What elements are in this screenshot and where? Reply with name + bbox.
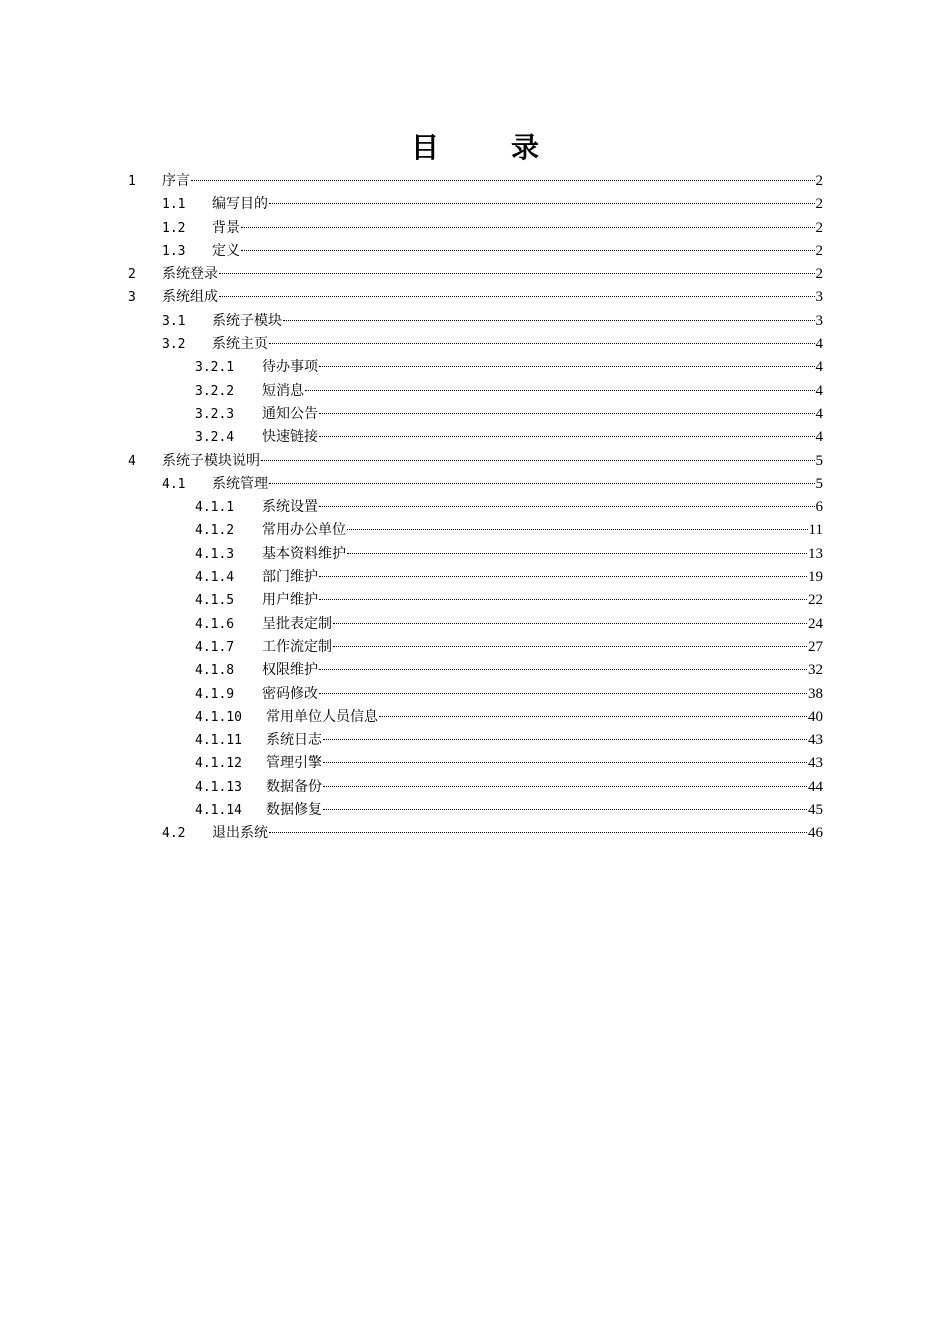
toc-entry-line — [212, 822, 823, 845]
toc-entry[interactable] — [0, 356, 950, 379]
toc-dot-leader — [347, 528, 808, 530]
toc-entry-number: 1.3 — [162, 243, 186, 259]
toc-entry-title: 背景 — [212, 219, 240, 236]
toc-entry[interactable] — [0, 519, 950, 542]
toc-entry-page: 4 — [815, 336, 823, 353]
toc-entry-number: 1 — [128, 174, 136, 189]
toc-entry-number: 4.1.6 — [195, 616, 235, 632]
toc-entry-line — [162, 170, 823, 193]
toc-entry-number: 1.1 — [162, 197, 186, 213]
toc-entry-number: 4.2 — [162, 826, 186, 842]
toc-entry-number: 4.1.11 — [195, 733, 242, 749]
toc-entry[interactable] — [0, 799, 950, 822]
toc-entry[interactable] — [0, 310, 950, 333]
toc-entry-page: 6 — [815, 499, 823, 516]
toc-entry-title: 管理引擎 — [266, 755, 322, 772]
toc-dot-leader — [319, 435, 815, 437]
toc-entry-page: 5 — [815, 475, 823, 492]
toc-entry-page: 24 — [808, 615, 823, 632]
toc-entry-line — [262, 636, 823, 659]
toc-dot-leader — [305, 389, 815, 391]
toc-dot-leader — [319, 412, 815, 414]
toc-entry-number: 4.1.13 — [195, 779, 242, 795]
toc-dot-leader — [323, 738, 807, 740]
toc-entry[interactable] — [0, 566, 950, 589]
toc-entry-number: 4.1.7 — [195, 639, 235, 655]
toc-entry-page: 44 — [808, 778, 823, 795]
toc-entry-line — [262, 566, 823, 589]
toc-entry-line — [266, 752, 823, 775]
toc-entry-page: 2 — [815, 173, 823, 189]
toc-entry-line — [266, 706, 823, 729]
toc-entry[interactable] — [0, 473, 950, 496]
toc-dot-leader — [319, 505, 815, 507]
toc-entry[interactable] — [0, 706, 950, 729]
toc-entry-line — [262, 519, 823, 542]
toc-entry-title: 短消息 — [262, 382, 304, 399]
toc-entry[interactable] — [0, 496, 950, 519]
toc-entry-page: 2 — [815, 266, 823, 283]
toc-entry-page: 45 — [808, 802, 823, 819]
toc-entry-page: 22 — [808, 592, 823, 609]
toc-entry-line — [212, 310, 823, 333]
toc-entry[interactable] — [0, 286, 950, 309]
toc-dot-leader — [319, 668, 807, 670]
toc-entry-title: 通知公告 — [262, 405, 318, 422]
toc-entry[interactable] — [0, 240, 950, 263]
toc-entry[interactable] — [0, 403, 950, 426]
toc-entry[interactable] — [0, 776, 950, 799]
toc-dot-leader — [319, 575, 807, 577]
toc-entry-line — [266, 729, 823, 752]
toc-entry-page: 13 — [808, 545, 823, 562]
toc-entry-line — [266, 776, 823, 799]
toc-entry-page: 2 — [815, 219, 823, 236]
toc-entry-number: 3.2.4 — [195, 430, 235, 446]
toc-entry-title: 工作流定制 — [262, 638, 332, 655]
toc-entry[interactable] — [0, 659, 950, 682]
toc-entry-line — [162, 263, 823, 286]
toc-entry-title: 常用办公单位 — [262, 522, 346, 539]
toc-entry-title: 快速链接 — [262, 429, 318, 446]
toc-entry-line — [262, 426, 823, 449]
toc-entry-title: 退出系统 — [212, 825, 268, 842]
toc-dot-leader — [191, 179, 815, 181]
toc-entry-title: 系统组成 — [162, 289, 218, 306]
toc-entry-title: 呈批表定制 — [262, 615, 332, 632]
toc-entry-title: 系统子模块说明 — [162, 452, 260, 469]
toc-entry-line — [212, 217, 823, 240]
toc-entry-page: 4 — [815, 429, 823, 446]
toc-entry-page: 43 — [808, 732, 823, 749]
toc-entry-line — [262, 356, 823, 379]
toc-entry-page: 4 — [815, 359, 823, 376]
toc-entry-line — [262, 380, 823, 403]
toc-dot-leader — [323, 808, 807, 810]
toc-entry-title: 用户维护 — [262, 592, 318, 609]
toc-entry[interactable] — [0, 426, 950, 449]
toc-entry-number: 3.2.2 — [195, 383, 235, 399]
toc-entry-line — [262, 403, 823, 426]
toc-entry-line — [162, 450, 823, 473]
toc-entry-number: 2 — [128, 267, 136, 283]
toc-dot-leader — [319, 365, 815, 367]
toc-entry-page: 19 — [808, 569, 823, 586]
toc-entry-number: 4.1.2 — [195, 523, 235, 539]
toc-entry-title: 权限维护 — [262, 662, 318, 679]
toc-dot-leader — [269, 831, 807, 833]
toc-entry[interactable] — [0, 636, 950, 659]
toc-dot-leader — [219, 295, 815, 297]
toc-entry-page: 4 — [815, 382, 823, 399]
toc-dot-leader — [269, 202, 815, 204]
toc-dot-leader — [347, 552, 807, 554]
toc-entry-title: 数据备份 — [266, 778, 322, 795]
toc-entry-title: 数据修复 — [266, 802, 322, 819]
toc-dot-leader — [241, 226, 815, 228]
toc-entry-number: 3 — [128, 290, 136, 306]
toc-entry-number: 4.1.12 — [195, 756, 242, 772]
toc-dot-leader — [219, 272, 815, 274]
toc-entry[interactable] — [0, 822, 950, 845]
toc-dot-leader — [283, 319, 815, 321]
toc-entry-title: 系统日志 — [266, 732, 322, 749]
toc-entry[interactable] — [0, 217, 950, 240]
toc-entry-line — [262, 589, 823, 612]
toc-entry-number: 4.1.10 — [195, 709, 242, 725]
toc-entry-page: 2 — [815, 242, 823, 259]
toc-entry-title: 系统登录 — [162, 266, 218, 283]
toc-entry-page: 5 — [815, 452, 823, 469]
toc-dot-leader — [319, 598, 807, 600]
toc-entry-line — [212, 240, 823, 263]
toc-entry-line — [266, 799, 823, 822]
toc-entry-number: 4.1.4 — [195, 570, 235, 586]
toc-entry-number: 4.1 — [162, 476, 186, 492]
toc-entry[interactable] — [0, 683, 950, 706]
toc-entry-number: 1.2 — [162, 220, 186, 236]
toc-entry-page: 3 — [815, 289, 823, 306]
toc-entry-title: 常用单位人员信息 — [266, 708, 378, 725]
toc-entry-title: 基本资料维护 — [262, 545, 346, 562]
toc-entry-number: 4.1.5 — [195, 593, 235, 609]
toc-entry-number: 4.1.14 — [195, 803, 242, 819]
toc-entry-title: 部门维护 — [262, 569, 318, 586]
toc-entry-line — [262, 613, 823, 636]
toc-entry-number: 4 — [128, 453, 136, 469]
toc-entry-number: 3.2.3 — [195, 406, 235, 422]
toc-entry-number: 4.1.8 — [195, 663, 235, 679]
toc-list — [0, 170, 950, 846]
toc-entry-page: 3 — [815, 312, 823, 329]
toc-dot-leader — [241, 249, 815, 251]
toc-entry-page: 40 — [808, 708, 823, 725]
toc-entry-title: 编写目的 — [212, 196, 268, 213]
toc-entry-title: 系统管理 — [212, 475, 268, 492]
toc-dot-leader — [333, 622, 807, 624]
toc-entry-page: 27 — [808, 638, 823, 655]
toc-entry-title: 定义 — [212, 242, 240, 259]
toc-entry-title: 密码修改 — [262, 685, 318, 702]
toc-entry-line — [262, 683, 823, 706]
toc-entry-number: 3.1 — [162, 313, 186, 329]
toc-entry-page: 32 — [808, 662, 823, 679]
toc-title: 目 录 — [410, 131, 561, 164]
toc-entry-line — [262, 659, 823, 682]
toc-entry-line — [212, 473, 823, 496]
toc-entry[interactable] — [0, 752, 950, 775]
toc-dot-leader — [269, 342, 815, 344]
toc-entry-title: 序言 — [162, 173, 190, 189]
toc-entry-number: 4.1.1 — [195, 500, 235, 516]
toc-entry[interactable] — [0, 170, 950, 193]
toc-entry-line — [262, 543, 823, 566]
toc-entry[interactable] — [0, 729, 950, 752]
toc-entry[interactable] — [0, 193, 950, 216]
toc-dot-leader — [323, 761, 807, 763]
toc-entry[interactable] — [0, 333, 950, 356]
toc-entry-page: 43 — [808, 755, 823, 772]
toc-entry-line — [262, 496, 823, 519]
toc-entry-number: 3.2 — [162, 337, 186, 353]
toc-dot-leader — [319, 692, 807, 694]
toc-entry-line — [212, 333, 823, 356]
toc-entry-page: 38 — [808, 685, 823, 702]
toc-dot-leader — [269, 482, 815, 484]
toc-entry-number: 4.1.9 — [195, 686, 235, 702]
toc-entry-title: 待办事项 — [262, 359, 318, 376]
toc-entry[interactable] — [0, 263, 950, 286]
toc-dot-leader — [323, 785, 807, 787]
toc-entry[interactable] — [0, 613, 950, 636]
toc-entry-number: 4.1.3 — [195, 546, 235, 562]
toc-entry-page: 2 — [815, 196, 823, 213]
toc-entry-page: 4 — [815, 405, 823, 422]
toc-entry[interactable] — [0, 543, 950, 566]
toc-entry-page: 46 — [808, 825, 823, 842]
toc-dot-leader — [261, 459, 815, 461]
toc-entry-page: 11 — [808, 522, 823, 539]
toc-entry-line — [212, 193, 823, 216]
toc-dot-leader — [333, 645, 807, 647]
toc-entry[interactable] — [0, 450, 950, 473]
toc-entry[interactable] — [0, 589, 950, 612]
toc-entry-line — [162, 286, 823, 309]
toc-dot-leader — [379, 715, 807, 717]
toc-entry-title: 系统设置 — [262, 499, 318, 516]
toc-entry-title: 系统子模块 — [212, 312, 282, 329]
toc-entry[interactable] — [0, 380, 950, 403]
toc-entry-number: 3.2.1 — [195, 360, 235, 376]
toc-entry-title: 系统主页 — [212, 336, 268, 353]
